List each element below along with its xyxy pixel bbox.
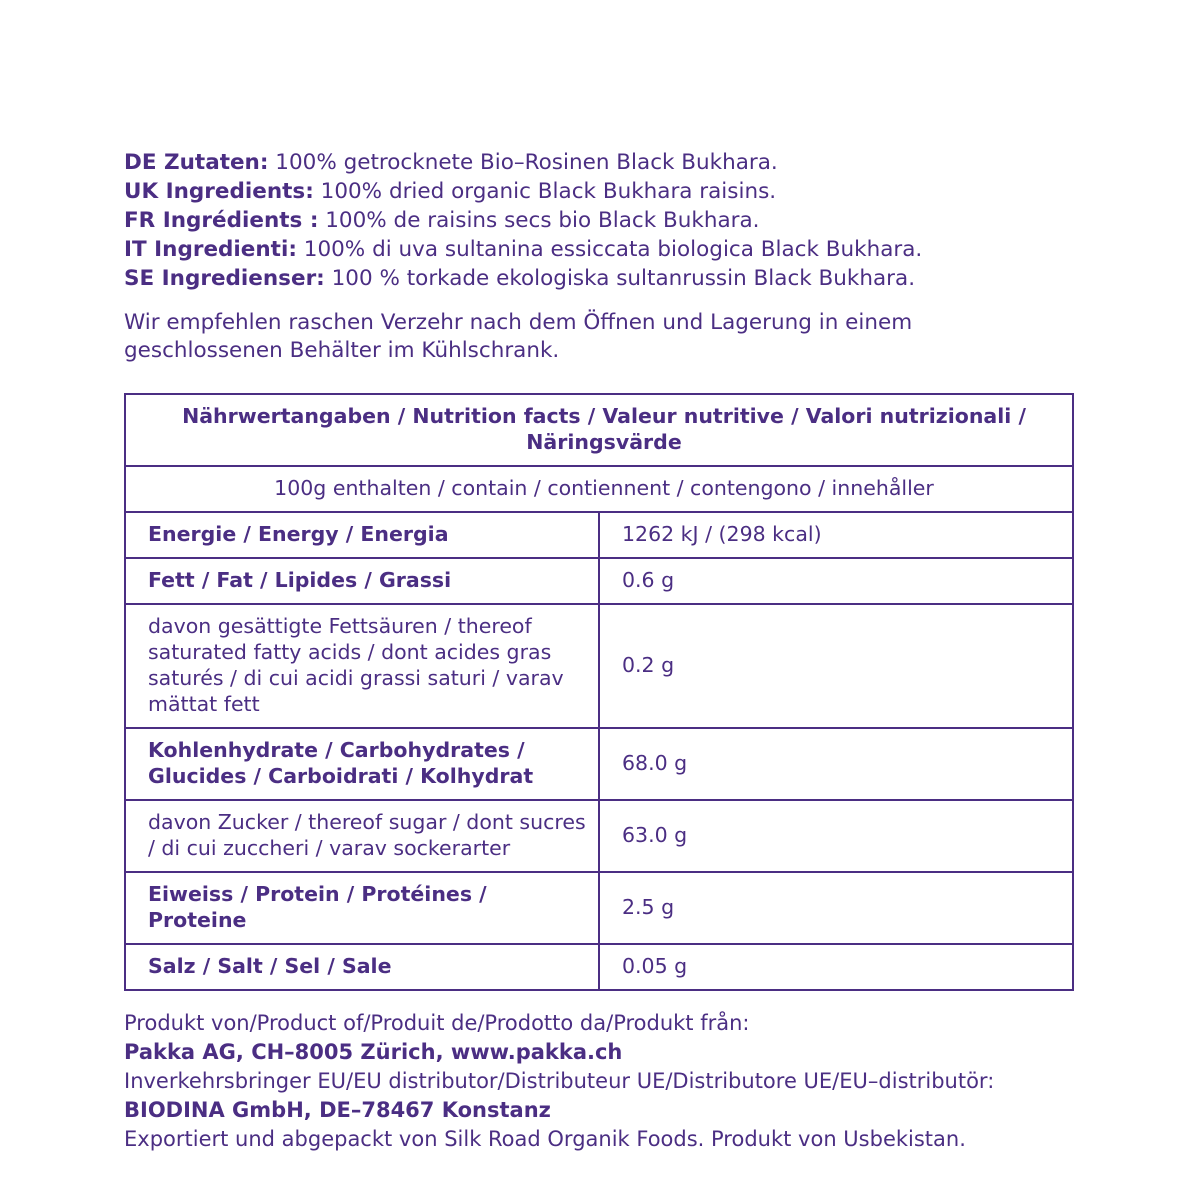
ingredient-text: 100% dried organic Black Bukhara raisins. bbox=[313, 179, 777, 204]
table-row bbox=[125, 604, 1073, 728]
nutrition-value: 0.05 g bbox=[599, 944, 1073, 990]
nutrition-label: Fett / Fat / Lipides / Grassi bbox=[125, 558, 599, 604]
table-row bbox=[125, 872, 1073, 944]
table-row bbox=[125, 512, 1073, 558]
ingredient-line bbox=[124, 235, 1074, 264]
nutrition-facts-table bbox=[124, 393, 1074, 991]
ingredient-language-label: SE Ingredienser: bbox=[124, 266, 325, 291]
table-row-header bbox=[125, 394, 1073, 466]
producer-label: Produkt von/Product of/Produit de/Prodotto da/Produkt från: bbox=[124, 1011, 750, 1035]
nutrition-value: 68.0 g bbox=[599, 728, 1073, 800]
table-row bbox=[125, 800, 1073, 872]
nutrition-label: Energie / Energy / Energia bbox=[125, 512, 599, 558]
nutrition-label: Eiweiss / Protein / Protéines / Proteine bbox=[125, 872, 599, 944]
ingredient-language-label: IT Ingredienti: bbox=[124, 237, 297, 262]
ingredient-line bbox=[124, 264, 1074, 293]
storage-note: Wir empfehlen raschen Verzehr nach dem Öffnen und Lagerung in einem geschlossenen Behälter im Kühlschrank. bbox=[124, 310, 913, 363]
table-row-subheader bbox=[125, 466, 1073, 512]
nutrition-value: 2.5 g bbox=[599, 872, 1073, 944]
ingredients-block bbox=[124, 148, 1074, 293]
footer-block bbox=[124, 1009, 1074, 1154]
ingredient-line bbox=[124, 206, 1074, 235]
export-note: Exportiert und abgepackt von Silk Road Organik Foods. Produkt von Usbekistan. bbox=[124, 1127, 966, 1151]
table-row bbox=[125, 944, 1073, 990]
ingredient-text: 100% di uva sultanina essiccata biologica Black Bukhara. bbox=[296, 237, 923, 262]
nutrition-label: Salz / Salt / Sel / Sale bbox=[125, 944, 599, 990]
nutrition-table-header: Nährwertangaben / Nutrition facts / Valeur nutritive / Valori nutrizionali / Näringsvärde bbox=[125, 394, 1073, 466]
ingredient-language-label: FR Ingrédients : bbox=[124, 208, 319, 233]
nutrition-value: 0.6 g bbox=[599, 558, 1073, 604]
product-label-panel bbox=[124, 148, 1074, 1154]
nutrition-table-subheader: 100g enthalten / contain / contiennent / contengono / innehåller bbox=[125, 466, 1073, 512]
nutrition-label: davon gesättigte Fettsäuren / thereof saturated fatty acids / dont acides gras saturés / di cui acidi grassi saturi / varav mättat fett bbox=[125, 604, 599, 728]
nutrition-value: 0.2 g bbox=[599, 604, 1073, 728]
ingredient-line bbox=[124, 177, 1074, 206]
ingredient-line bbox=[124, 148, 1074, 177]
nutrition-label: davon Zucker / thereof sugar / dont sucres / di cui zuccheri / varav sockerarter bbox=[125, 800, 599, 872]
distributor-label: Inverkehrsbringer EU/EU distributor/Distributeur UE/Distributore UE/EU–distributör: bbox=[124, 1069, 995, 1093]
ingredient-text: 100 % torkade ekologiska sultanrussin Black Bukhara. bbox=[324, 266, 916, 291]
nutrition-value: 63.0 g bbox=[599, 800, 1073, 872]
nutrition-value: 1262 kJ / (298 kcal) bbox=[599, 512, 1073, 558]
producer-name: Pakka AG, CH–8005 Zürich, www.pakka.ch bbox=[124, 1040, 623, 1064]
nutrition-label: Kohlenhydrate / Carbohydrates / Glucides / Carboidrati / Kolhydrat bbox=[125, 728, 599, 800]
distributor-name: BIODINA GmbH, DE–78467 Konstanz bbox=[124, 1098, 551, 1122]
ingredient-text: 100% getrocknete Bio–Rosinen Black Bukhara. bbox=[268, 150, 778, 175]
table-row bbox=[125, 728, 1073, 800]
ingredient-language-label: UK Ingredients: bbox=[124, 179, 314, 204]
table-row bbox=[125, 558, 1073, 604]
ingredient-text: 100% de raisins secs bio Black Bukhara. bbox=[318, 208, 760, 233]
ingredient-language-label: DE Zutaten: bbox=[124, 150, 269, 175]
